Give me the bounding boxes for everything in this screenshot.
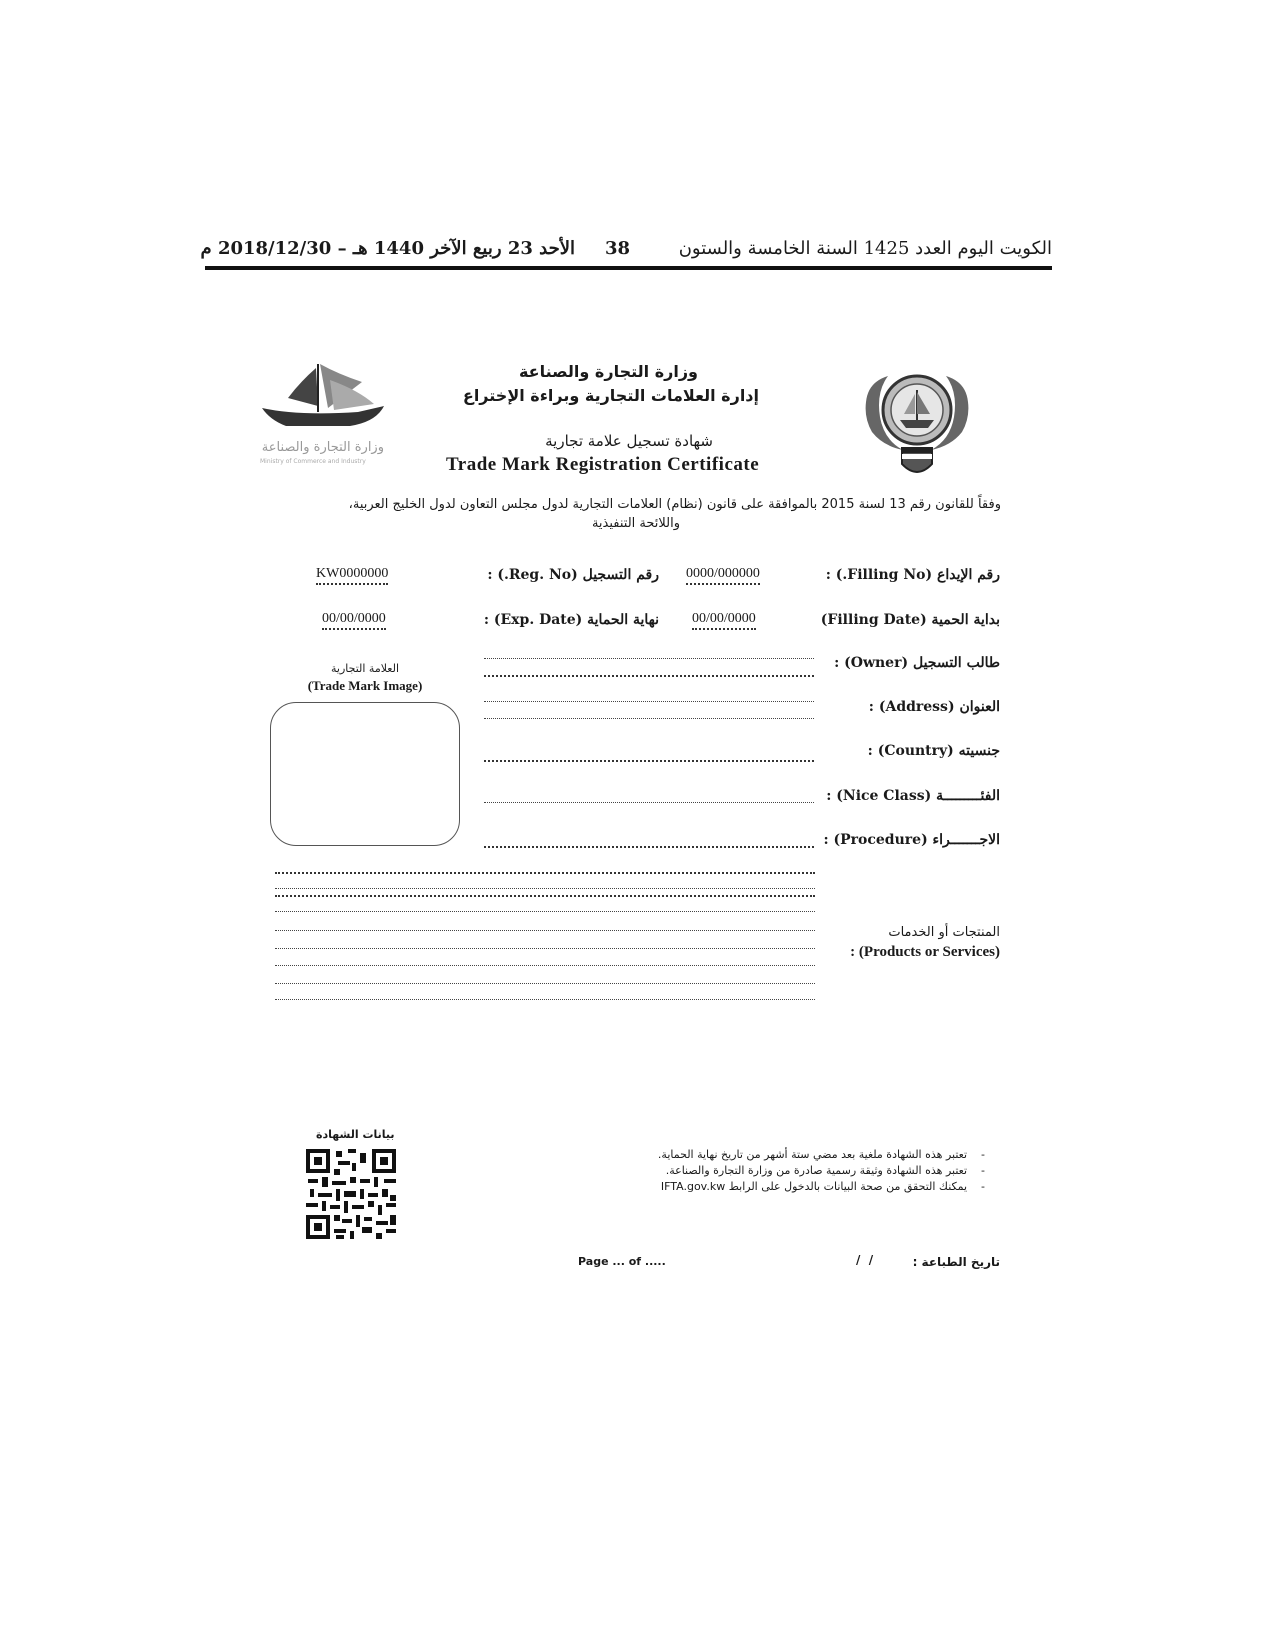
country-label: جنسيته (Country) :	[867, 743, 1000, 759]
note-3: - يمكنك التحقق من صحة البيانات بالدخول على الرابط IFTA.gov.kw	[660, 1180, 985, 1193]
legal-text-line2: واللائحة التنفيذية	[591, 516, 680, 531]
filing-no-value: 0000/000000	[686, 566, 760, 585]
address-line-1	[484, 701, 814, 702]
trade-mark-image-label-ar: العلامة التجارية	[330, 662, 399, 675]
filing-date-label: بداية الحمية (Filling Date)	[820, 612, 1000, 628]
nice-class-line	[484, 802, 814, 803]
page-indicator: Page ... of .....	[578, 1255, 666, 1268]
note-2: - تعتبر هذه الشهادة وثيقة رسمية صادرة من وزارة التجارة والصناعة.	[665, 1164, 985, 1177]
products-line-1	[275, 872, 815, 874]
procedure-label: الاجـــــــراء (Procedure) :	[823, 832, 1000, 848]
filing-date-value: 00/00/0000	[692, 611, 756, 630]
owner-line-1	[484, 658, 814, 659]
products-line-9	[275, 999, 815, 1000]
owner-label: طالب التسجيل (Owner) :	[834, 655, 1000, 671]
page-number: 38	[605, 238, 631, 259]
certificate-title-ar: شهادة تسجيل علامة تجارية	[545, 432, 713, 450]
country-line	[484, 760, 814, 762]
address-line-2	[484, 718, 814, 719]
qr-code-icon	[306, 1149, 396, 1239]
procedure-line	[484, 846, 814, 848]
ministry-logo-text-en: Ministry of Commerce and Industry	[260, 458, 366, 465]
products-line-2	[275, 888, 815, 889]
gazette-date: الأحد 23 ربيع الآخر 1440 هـ – 2018/12/30 م	[200, 238, 575, 259]
legal-text-line1: وفقاً للقانون رقم 13 لسنة 2015 بالموافقة على قانون (نظام) العلامات التجارية لدول مجلس التعاون لدول الخليج العربية،	[348, 497, 1001, 512]
products-label-en: : (Products or Services)	[850, 944, 1000, 960]
ministry-title: وزارة التجارة والصناعة	[518, 362, 698, 381]
products-line-5	[275, 930, 815, 931]
trade-mark-image-label-en: (Trade Mark Image)	[307, 678, 423, 693]
note-1: - تعتبر هذه الشهادة ملغية بعد مضي ستة أشهر من تاريخ نهاية الحماية.	[657, 1148, 985, 1161]
ministry-logo-text-ar: وزارة التجارة والصناعة	[261, 440, 384, 455]
products-label-ar: المنتجات أو الخدمات	[888, 925, 1000, 940]
qr-label: بيانات الشهادة	[316, 1128, 395, 1141]
certificate-title-en: Trade Mark Registration Certificate	[446, 454, 760, 475]
owner-line-2	[484, 675, 814, 677]
nice-class-label: الفئـــــــــة (Nice Class) :	[826, 788, 1000, 804]
kuwait-emblem-icon	[858, 362, 976, 482]
filing-no-label: رقم الإيداع (Filling No.) :	[825, 567, 1000, 583]
address-label: العنوان (Address) :	[868, 699, 1000, 715]
certificate-notes	[605, 1147, 985, 1195]
products-line-3	[275, 895, 815, 897]
products-line-8	[275, 983, 815, 984]
reg-no-label: رقم التسجيل (Reg. No.) :	[487, 567, 659, 583]
print-date-label: تاريخ الطباعة :	[912, 1255, 1000, 1269]
products-line-6	[275, 948, 815, 949]
products-line-7	[275, 965, 815, 966]
exp-date-label: نهاية الحماية (Exp. Date) :	[483, 612, 659, 628]
products-line-4	[275, 911, 815, 912]
print-date-value: / /	[856, 1253, 874, 1267]
dhow-ship-logo-icon	[258, 360, 388, 472]
header-rule	[205, 266, 1052, 270]
reg-no-value: KW0000000	[316, 566, 388, 585]
trade-mark-image-box	[270, 702, 460, 846]
gazette-issue: الكويت اليوم العدد 1425 السنة الخامسة والستون	[678, 238, 1052, 259]
department-title: إدارة العلامات التجارية وبراءة الإختراع	[462, 386, 759, 405]
exp-date-value: 00/00/0000	[322, 611, 386, 630]
